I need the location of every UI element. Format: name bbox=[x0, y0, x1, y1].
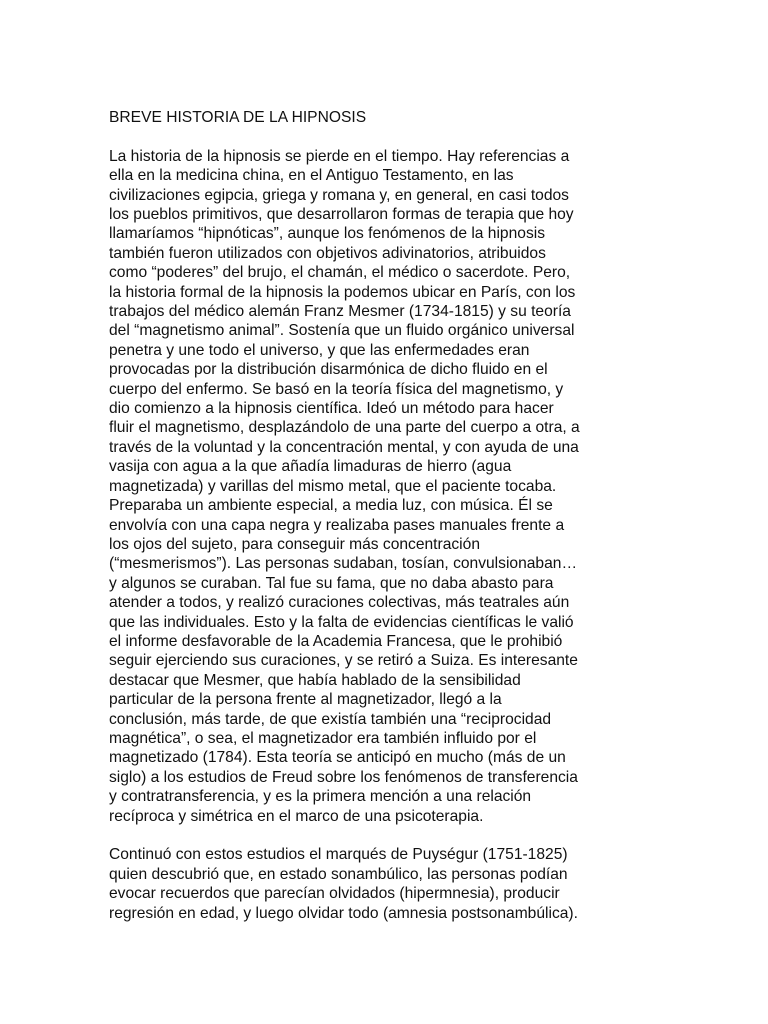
text-line: envolvía con una capa negra y realizaba pases manuales frente a bbox=[109, 516, 565, 534]
paragraph-history-origins bbox=[109, 147, 669, 826]
text-line: trabajos del médico alemán Franz Mesmer (1734-1815) y su teoría bbox=[109, 303, 571, 321]
text-line: fluir el magnetismo, desplazándolo de una parte del cuerpo a otra, a bbox=[109, 419, 580, 437]
text-line: destacar que Mesmer, que había hablado de la sensibilidad bbox=[109, 671, 521, 689]
text-line: dio comienzo a la hipnosis científica. Ideó un método para hacer bbox=[109, 400, 554, 418]
paragraph-puysegur bbox=[109, 845, 669, 923]
text-line: vasija con agua a la que añadía limaduras de hierro (agua bbox=[109, 458, 512, 476]
text-line: conclusión, más tarde, de que existía también una “reciprocidad bbox=[109, 710, 552, 728]
text-line: magnética”, o sea, el magnetizador era también influido por el bbox=[109, 729, 537, 747]
text-line: magnetizado (1784). Esta teoría se anticipó en mucho (más de un bbox=[109, 749, 566, 767]
text-line: los pueblos primitivos, que desarrollaron formas de terapia que hoy bbox=[109, 206, 574, 224]
text-line: que las individuales. Esto y la falta de evidencias científicas le valió bbox=[109, 613, 574, 631]
text-line: evocar recuerdos que parecían olvidados (hipermnesia), producir bbox=[109, 885, 560, 903]
text-line: llamaríamos “hipnóticas”, aunque los fenómenos de la hipnosis bbox=[109, 225, 546, 243]
text-line: Continuó con estos estudios el marqués de Puységur (1751-1825) bbox=[109, 846, 568, 864]
document-title: BREVE HISTORIA DE LA HIPNOSIS bbox=[109, 109, 367, 126]
text-line: atender a todos, y realizó curaciones colectivas, más teatrales aún bbox=[109, 594, 570, 612]
text-line: cuerpo del enfermo. Se basó en la teoría física del magnetismo, y bbox=[109, 380, 564, 398]
text-line: provocadas por la distribución disarmónica de dicho fluido en el bbox=[109, 361, 548, 379]
text-line: (“mesmerismos”). Las personas sudaban, tosían, convulsionaban… bbox=[109, 555, 578, 573]
text-line: los ojos del sujeto, para conseguir más concentración bbox=[109, 535, 480, 553]
document-body bbox=[109, 108, 669, 942]
text-line: quien descubrió que, en estado sonambúlico, las personas podían bbox=[109, 865, 568, 883]
text-line: y algunos se curaban. Tal fue su fama, que no daba abasto para bbox=[109, 574, 554, 592]
text-line: recíproca y simétrica en el marco de una psicoterapia. bbox=[109, 807, 484, 825]
text-line: la historia formal de la hipnosis la podemos ubicar en París, con los bbox=[109, 283, 576, 301]
text-line: través de la voluntad y la concentración mental, y con ayuda de una bbox=[109, 438, 579, 456]
text-line: particular de la persona frente al magnetizador, llegó a la bbox=[109, 691, 502, 709]
text-line: seguir ejerciendo sus curaciones, y se retiró a Suiza. Es interesante bbox=[109, 652, 578, 670]
text-line: La historia de la hipnosis se pierde en el tiempo. Hay referencias a bbox=[109, 147, 570, 165]
text-line: civilizaciones egipcia, griega y romana y, en general, en casi todos bbox=[109, 186, 569, 204]
text-line: del “magnetismo animal”. Sostenía que un fluido orgánico universal bbox=[109, 322, 575, 340]
text-line: el informe desfavorable de la Academia Francesa, que le prohibió bbox=[109, 632, 563, 650]
text-line: también fueron utilizados con objetivos adivinatorios, atribuidos bbox=[109, 244, 546, 262]
text-line: Preparaba un ambiente especial, a media luz, con música. Él se bbox=[109, 497, 553, 515]
text-line: como “poderes” del brujo, el chamán, el médico o sacerdote. Pero, bbox=[109, 264, 571, 282]
text-line: ella en la medicina china, en el Antiguo Testamento, en las bbox=[109, 167, 514, 185]
text-line: siglo) a los estudios de Freud sobre los fenómenos de transferencia bbox=[109, 768, 578, 786]
text-line: regresión en edad, y luego olvidar todo (amnesia postsonambúlica). bbox=[109, 904, 578, 922]
text-line: y contratransferencia, y es la primera mención a una relación bbox=[109, 788, 532, 806]
text-line: magnetizada) y varillas del mismo metal, que el paciente tocaba. bbox=[109, 477, 557, 495]
text-line: penetra y une todo el universo, y que las enfermedades eran bbox=[109, 341, 530, 359]
